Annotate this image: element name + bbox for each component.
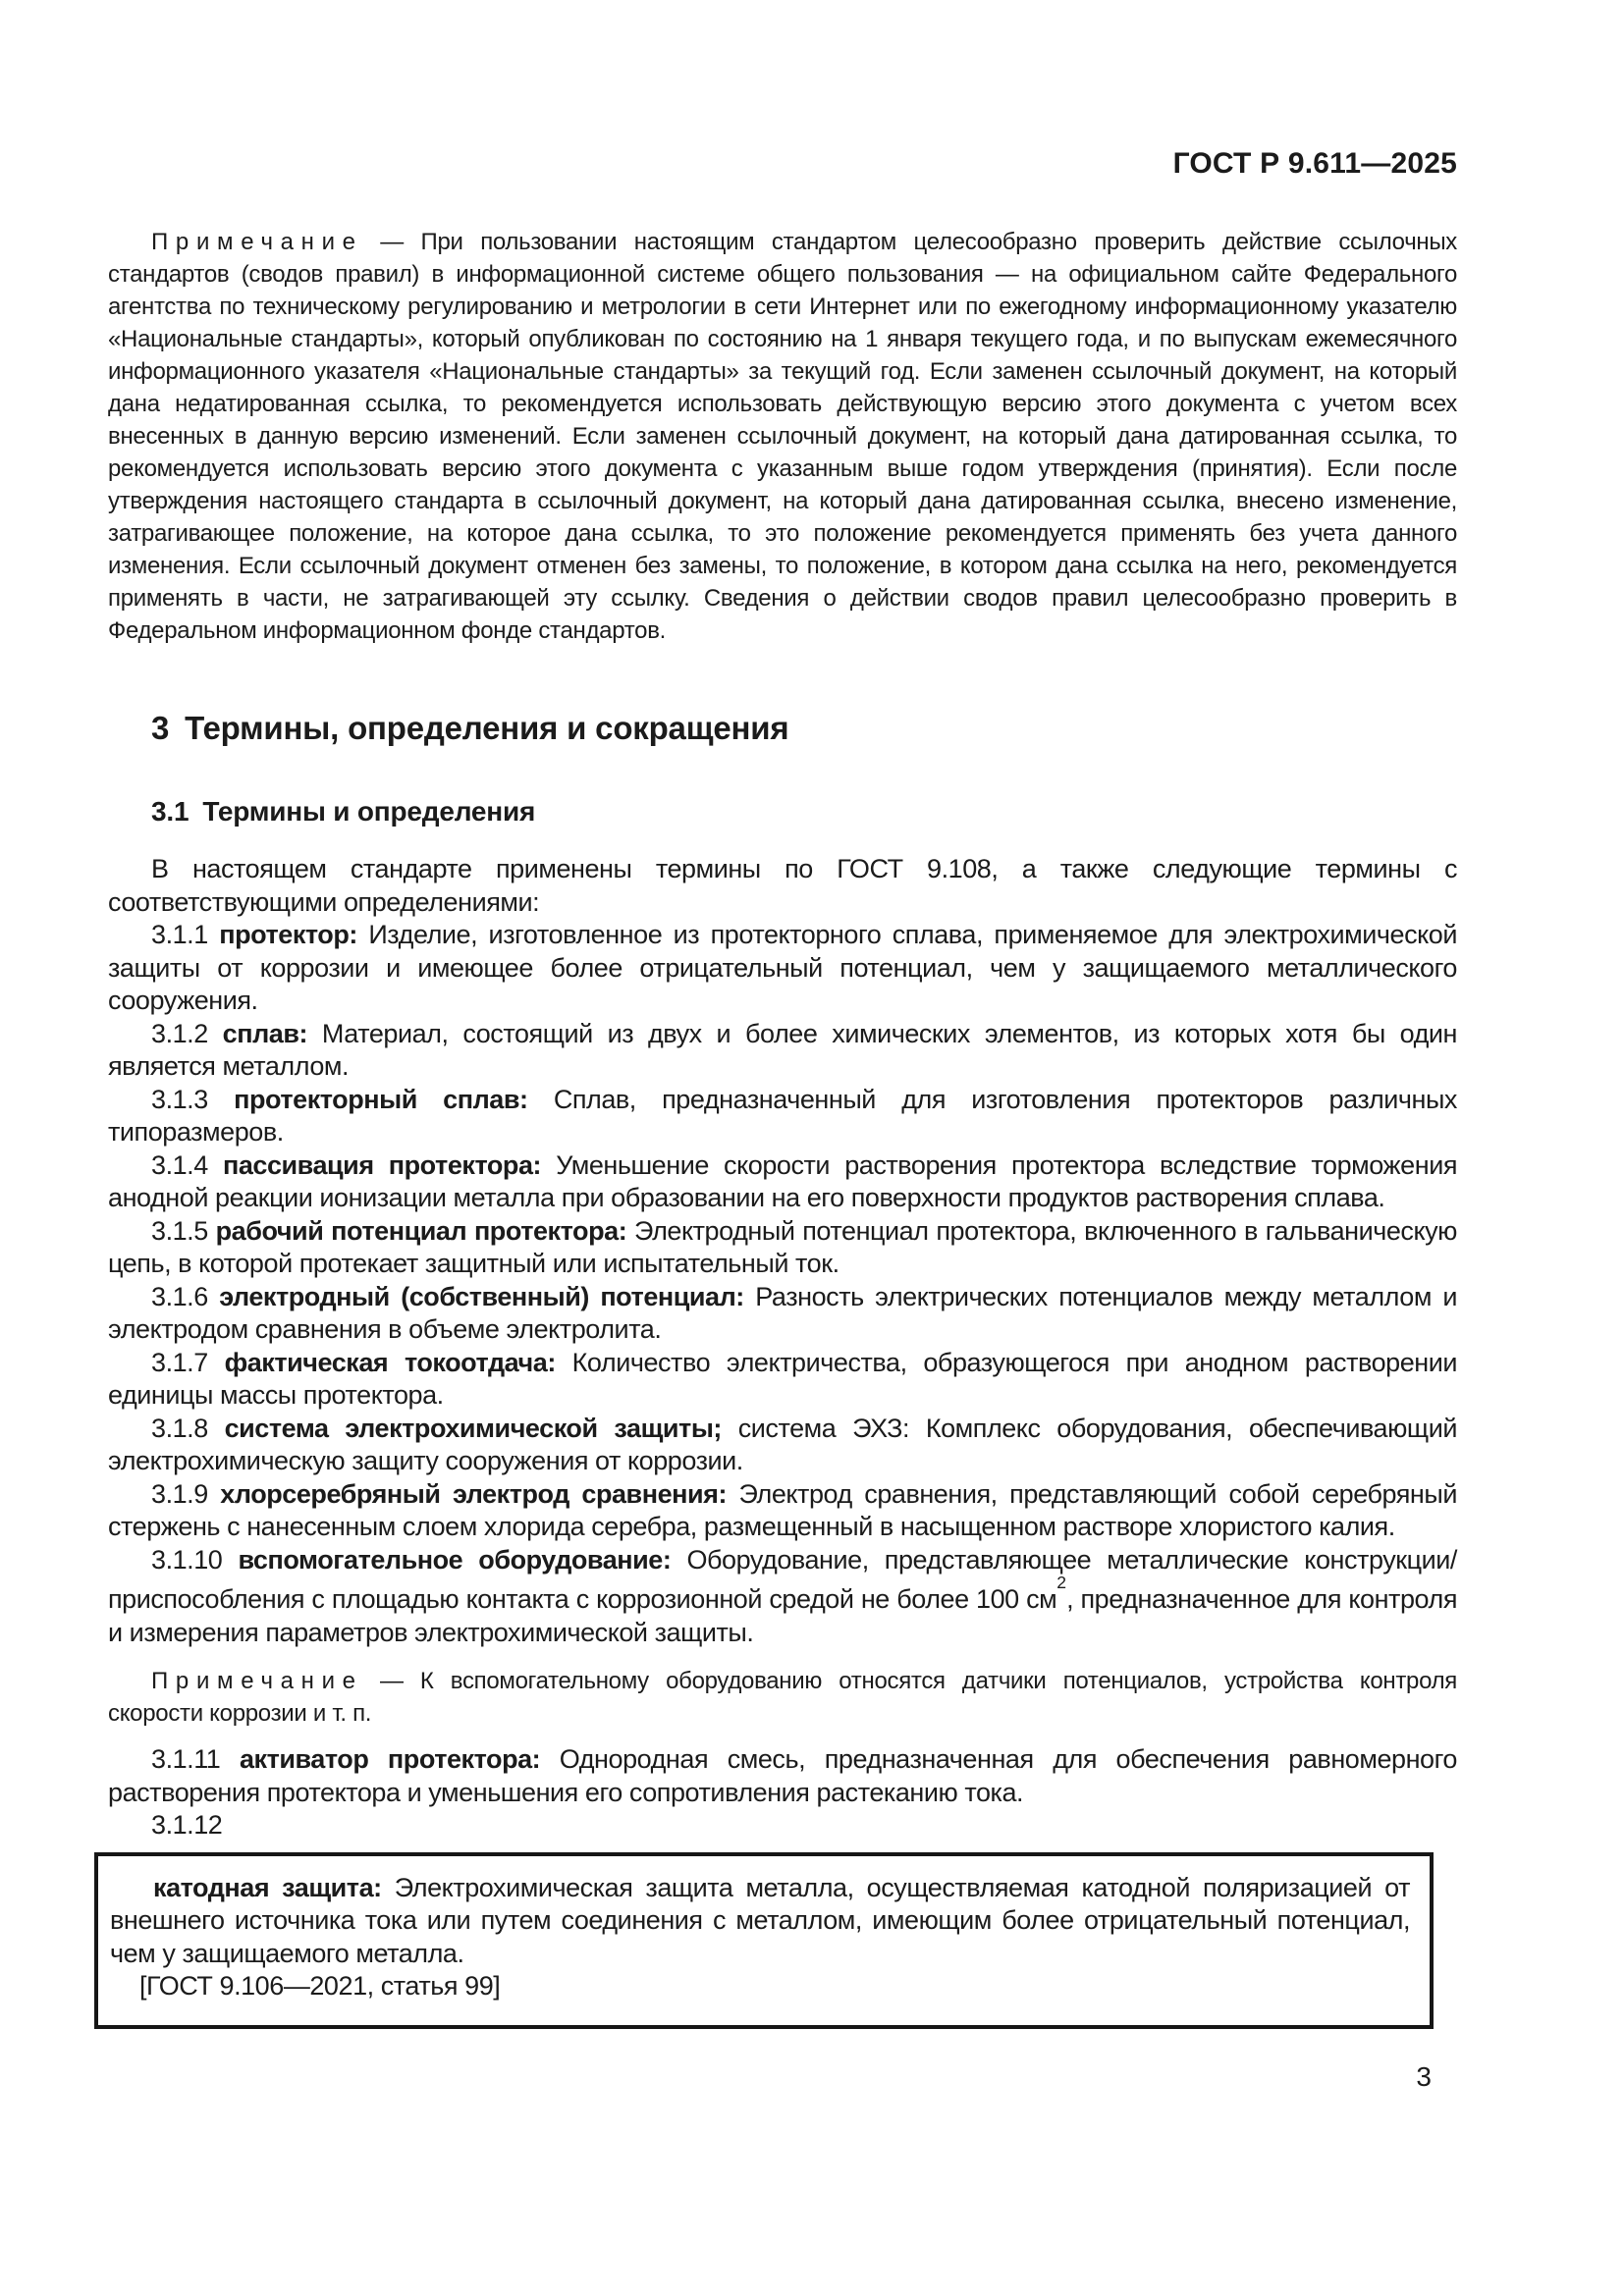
definition-term: рабочий потенциал протектора: xyxy=(215,1215,627,1246)
note-label: Примечание xyxy=(151,229,363,255)
definition-text: Оборудование, представляющее металлические конструкции/приспособления с площадью контакта с коррозионной средой не более 100 см xyxy=(108,1544,1457,1614)
definition-number: 3.1.9 xyxy=(151,1478,208,1509)
definition-number: 3.1.2 xyxy=(151,1018,208,1048)
definition-text: Комплекс оборудования, обеспечивающий электрохимическую защиту сооружения от коррозии. xyxy=(108,1413,1457,1475)
definition-item xyxy=(108,1215,1457,1281)
note-text: К вспомогательному оборудованию относятся датчики потенциалов, устройства контроля скорости коррозии и т. п. xyxy=(108,1668,1458,1727)
definition-term: активатор протектора: xyxy=(239,1744,541,1774)
definition-item xyxy=(108,919,1457,1018)
definition-text: Электрод сравнения, представляющий собой серебряный стержень с нанесенным слоем хлорида серебра, размещенный в насыщенном растворе хлористого калия. xyxy=(108,1478,1457,1541)
doc-code-header xyxy=(108,0,1457,181)
definition-term: система электрохимической защиты; xyxy=(224,1413,722,1443)
definition-term: протектор: xyxy=(219,920,357,949)
definition-item xyxy=(108,1149,1457,1215)
definition-text: Разность электрических потенциалов между металлом и электродом сравнения в объеме электролита. xyxy=(108,1281,1457,1344)
boxed-term: катодная защита: xyxy=(153,1872,382,1902)
intro-paragraph: В настоящем стандарте применены термины по ГОСТ 9.108, а также следующие термины с соответствующими определениями: xyxy=(108,854,1457,917)
section-title: Термины, определения и сокращения xyxy=(185,710,789,746)
note-dash: — xyxy=(380,229,404,255)
note-dash: — xyxy=(379,1668,404,1694)
definition-number: 3.1.7 xyxy=(151,1347,208,1377)
definition-item xyxy=(108,1743,1457,1809)
definition-text: Электродный потенциал протектора, включенного в гальваническую цепь, в которой протекает защитный или испытательный ток. xyxy=(108,1215,1457,1278)
definition-number: 3.1.10 xyxy=(151,1544,223,1575)
superscript-two: 2 xyxy=(1056,1573,1067,1593)
definition-item xyxy=(108,1347,1457,1413)
note-label: Примечание xyxy=(151,1668,363,1694)
definition-term: фактическая токоотдача: xyxy=(224,1347,556,1377)
definition-item xyxy=(108,1281,1457,1347)
definition-item xyxy=(108,1018,1457,1084)
definition-text: Сплав, предназначенный для изготовления протекторов различных типоразмеров. xyxy=(108,1084,1457,1147)
note-text: При пользовании настоящим стандартом целесообразно проверить действие ссылочных стандартов (сводов правил) в информационной системе общего пользования — на официальном сайте Федерального агентства по техническому регулированию и метрологии в сети Интернет или по ежегодному информационному указателю «Национальные стандарты», который опубликован по состоянию на 1 января текущего года, и по выпускам ежемесячного информационного указателя «Национальные стандарты» за текущий год. Если заменен ссылочный документ, на который дана недатированная ссылка, то рекомендуется использовать действующую версию этого документа с учетом всех внесенных в данную версию изменений. Если заменен ссылочный документ, на который дана датированная ссылка, то рекомендуется использовать версию этого документа с указанным выше годом утверждения (принятия). Если после утверждения настоящего стандарта в ссылочный документ, на который дана датированная ссылка, внесено изменение, затрагивающее положение, на которое дана ссылка, то это положение рекомендуется применять без учета данного изменения. Если ссылочный документ отменен без замены, то положение, в котором дана ссылка на него, рекомендуется применять в части, не затрагивающей эту ссылку. Сведения о действии сводов правил целесообразно проверить в Федеральном информационном фонде стандартов. xyxy=(108,229,1457,644)
page-number: 3 xyxy=(1416,2061,1432,2092)
definition-text: Изделие, изготовленное из протекторного сплава, применяемое для электрохимической защиты от коррозии и имеющее более отрицательный потенциал, чем у защищаемого металлического сооружения. xyxy=(108,920,1458,1015)
boxed-definition-paragraph xyxy=(110,1872,1410,1971)
boxed-definition xyxy=(94,1852,1434,2029)
boxed-definition-text: Электрохимическая защита металла, осуществляемая катодной поляризацией от внешнего источника тока или путем соединения с металлом, имеющим более отрицательный потенциал, чем у защищаемого металла. xyxy=(110,1872,1410,1968)
definition-term: электродный (собственный) потенциал: xyxy=(219,1281,744,1311)
definition-item xyxy=(108,1809,1457,1842)
definition-number: 3.1.4 xyxy=(151,1149,208,1180)
definition-text-continued: , предназначенное для контроля и измерения параметров электрохимической защиты. xyxy=(108,1584,1457,1647)
definition-term: протекторный сплав: xyxy=(234,1084,528,1114)
definition-number: 3.1.11 xyxy=(151,1744,221,1774)
definition-number: 3.1.1 xyxy=(151,920,208,949)
subsection-number: 3.1 xyxy=(151,796,189,827)
definition-term: сплав: xyxy=(222,1018,308,1048)
definition-term-alt: система ЭХЗ: xyxy=(737,1413,910,1443)
definition-item xyxy=(108,1413,1457,1478)
definition-text: Однородная смесь, предназначенная для обеспечения равномерного растворения протектора и уменьшения его сопротивления растеканию тока. xyxy=(108,1744,1457,1807)
definition-term: хлорсеребряный электрод сравнения: xyxy=(220,1478,727,1509)
definition-term: пассивация протектора: xyxy=(222,1149,542,1180)
definition-text: Уменьшение скорости растворения протектора вследствие торможения анодной реакции ионизации металла при образовании на его поверхности продуктов растворения сплава. xyxy=(108,1149,1457,1212)
definition-number: 3.1.8 xyxy=(151,1413,208,1443)
subsection-title: Термины и определения xyxy=(202,796,536,827)
definition-text: Количество электричества, образующегося при анодном растворении единицы массы протектора. xyxy=(108,1347,1458,1410)
doc-code: ГОСТ Р 9.611—2025 xyxy=(1172,147,1457,180)
definition-number: 3.1.6 xyxy=(151,1281,208,1311)
definition-text: Материал, состоящий из двух и более химических элементов, из которых хотя бы один является металлом. xyxy=(108,1018,1458,1081)
definition-item xyxy=(108,1544,1457,1650)
boxed-source: [ГОСТ 9.106—2021, статья 99] xyxy=(139,1971,501,2001)
subsection-heading xyxy=(108,796,1457,828)
definition-term: вспомогательное оборудование: xyxy=(238,1544,672,1575)
section-number: 3 xyxy=(151,710,170,746)
definition-number: 3.1.5 xyxy=(151,1215,208,1246)
definition-number: 3.1.3 xyxy=(151,1084,208,1114)
definition-item xyxy=(108,1084,1457,1149)
section-heading xyxy=(108,710,1457,747)
equipment-note-paragraph xyxy=(108,1665,1457,1730)
top-note-paragraph xyxy=(108,226,1457,647)
definition-item xyxy=(108,1478,1457,1544)
definition-number: 3.1.12 xyxy=(151,1810,223,1840)
